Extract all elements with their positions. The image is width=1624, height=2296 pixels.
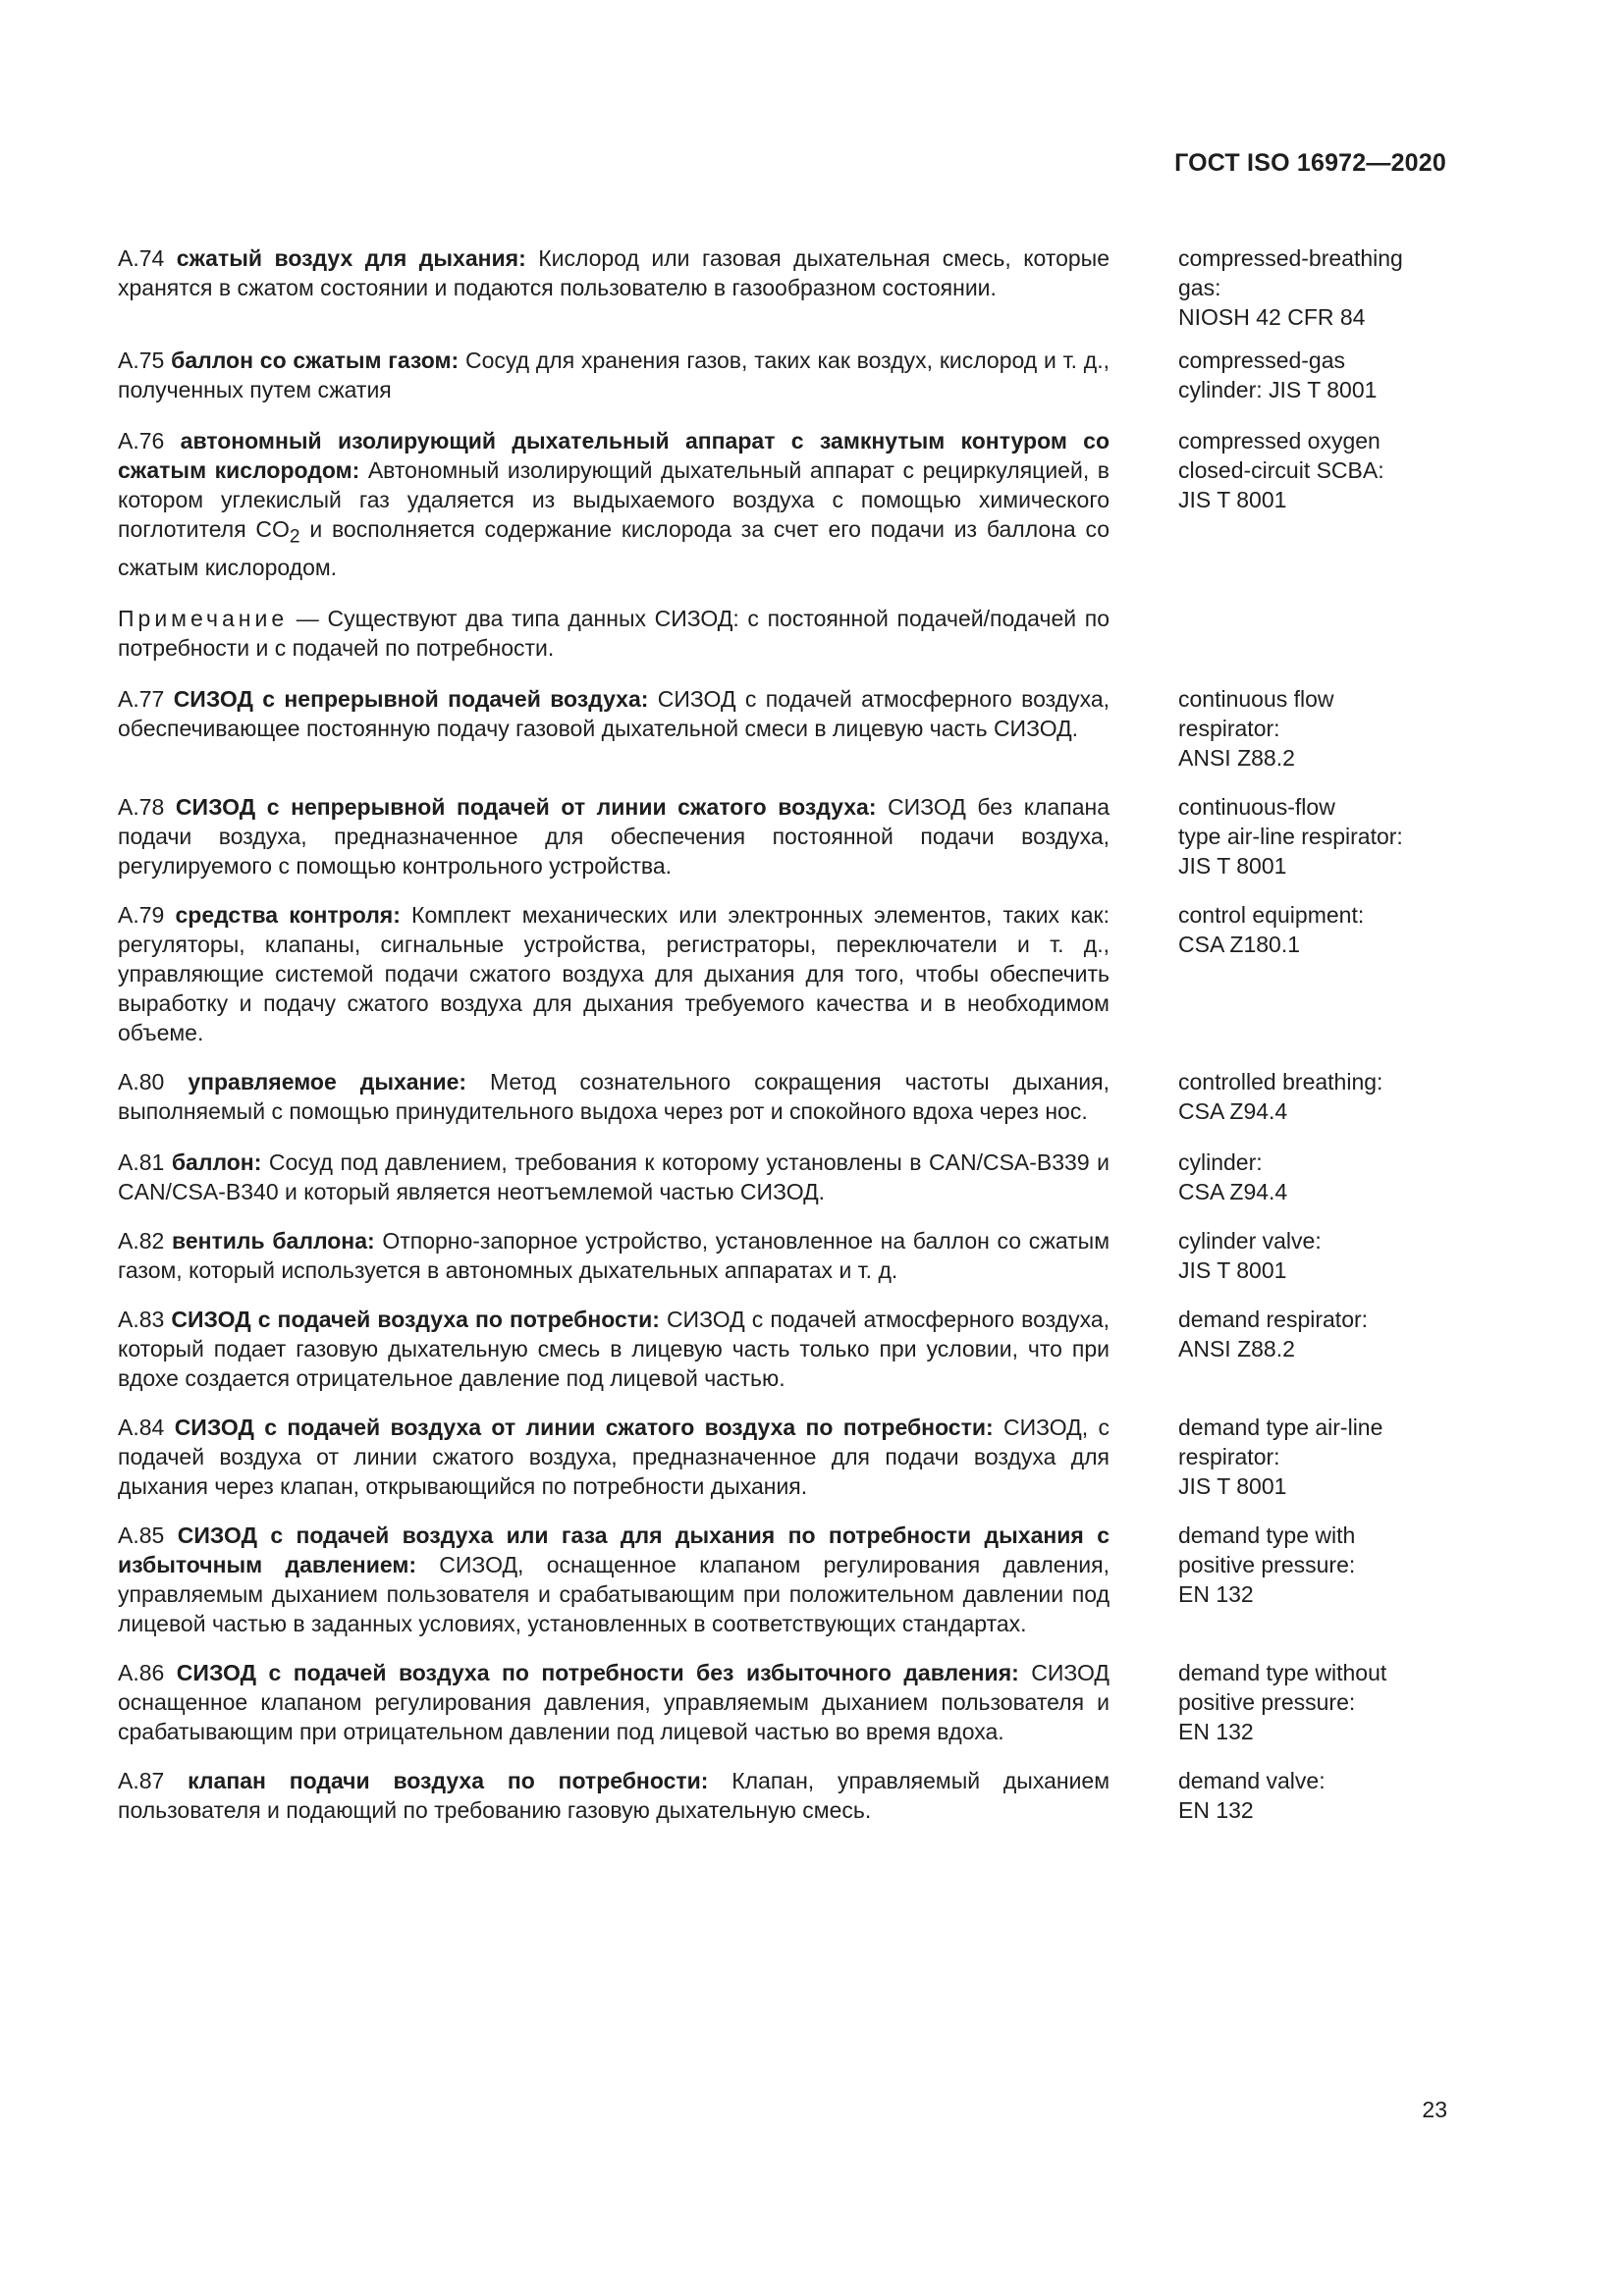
source-line: NIOSH 42 CFR 84	[1178, 304, 1366, 330]
definition	[118, 1305, 1110, 1393]
term: СИЗОД с непрерывной подачей воздуха:	[173, 685, 649, 712]
source-line: positive pressure:	[1178, 1551, 1356, 1577]
source-reference	[1178, 1658, 1453, 1746]
source-line: EN 132	[1178, 1718, 1254, 1744]
source-line: positive pressure:	[1178, 1688, 1356, 1715]
source-line: JIS T 8001	[1178, 1256, 1287, 1283]
definition	[118, 1226, 1110, 1285]
source-reference	[1178, 1148, 1453, 1206]
term-entry-a85	[118, 1521, 1453, 1638]
term-entry-a83	[118, 1305, 1453, 1393]
source-line: CSA Z94.4	[1178, 1097, 1288, 1124]
term-number: A.78	[118, 793, 165, 820]
term: СИЗОД с непрерывной подачей от линии сжатого воздуха:	[175, 793, 877, 820]
term: клапан подачи воздуха по потребности:	[188, 1767, 709, 1793]
document-header: ГОСТ ISO 16972—2020	[1174, 149, 1446, 177]
note-entry	[118, 604, 1453, 663]
definition	[118, 900, 1110, 1047]
term-entry-a87	[118, 1766, 1453, 1825]
term: автономный изолирующий дыхательный аппарат с замкнутым контуром со сжатым кислородом:	[118, 428, 1110, 483]
term-number: A.79	[118, 901, 165, 928]
definition	[118, 1148, 1110, 1206]
source-line: cylinder: JIS T 8001	[1178, 377, 1378, 402]
term-entry-a79	[118, 900, 1453, 1047]
source-line: cylinder valve:	[1178, 1227, 1322, 1254]
source-line: CSA Z180.1	[1178, 931, 1301, 957]
definition-text: Метод сознательного сокращения частоты дыхания, выполняемый с помощью принудительного выдоха через рот и спокойного вдоха через нос.	[118, 1068, 1110, 1124]
source-line: cylinder:	[1178, 1148, 1263, 1175]
source-line: EN 132	[1178, 1580, 1254, 1607]
source-line: CSA Z94.4	[1178, 1178, 1288, 1204]
term-number: A.80	[118, 1068, 165, 1095]
source-reference	[1178, 900, 1453, 1047]
term-number: A.87	[118, 1767, 165, 1793]
definition	[118, 684, 1110, 773]
source-line: continuous-flow	[1178, 793, 1335, 820]
source-line: demand valve:	[1178, 1767, 1326, 1793]
source-reference	[1178, 346, 1453, 404]
source-reference	[1178, 1413, 1453, 1501]
term-entry-a76	[118, 426, 1453, 582]
term-number: A.85	[118, 1522, 165, 1548]
source-line: compressed oxygen	[1178, 428, 1380, 454]
note	[118, 604, 1110, 663]
term: СИЗОД с подачей воздуха по потребности:	[171, 1306, 660, 1332]
term-entry-a77	[118, 684, 1453, 773]
term: СИЗОД с подачей воздуха по потребности без избыточного давления:	[176, 1659, 1019, 1685]
term: баллон:	[171, 1148, 262, 1175]
terms-list	[118, 243, 1453, 1825]
term: СИЗОД с подачей воздуха или газа для дыхания по потребности дыхания с избыточным давлением:	[118, 1522, 1110, 1577]
definition	[118, 243, 1110, 332]
term-number: A.76	[118, 428, 165, 454]
term: вентиль баллона:	[172, 1227, 375, 1254]
term-number: A.82	[118, 1227, 165, 1254]
definition-text: Клапан, управляемый дыханием пользователя и подающий по требованию газовую дыхательную смесь.	[118, 1767, 1110, 1823]
source-line: compressed-breathing	[1178, 245, 1403, 271]
source-line: demand type with	[1178, 1522, 1356, 1548]
definition-text: СИЗОД, оснащенное клапаном регулирования давления, управляемым дыханием пользователя и срабатывающим при положительном давлении под лицевой частью в заданных условиях, установленных в соответствующих стандартах.	[118, 1551, 1110, 1636]
term-number: A.84	[118, 1414, 165, 1440]
definition-text: Отпорно-запорное устройство, установленное на баллон со сжатым газом, который используется в автономных дыхательных аппаратах и т. д.	[118, 1227, 1110, 1283]
definition	[118, 792, 1110, 881]
note-text: — Существуют два типа данных СИЗОД: с постоянной подачей/подачей по потребности и с подачей по потребности.	[118, 605, 1110, 661]
source-line: control equipment:	[1178, 901, 1365, 928]
source-reference	[1178, 426, 1453, 582]
definition	[118, 346, 1110, 404]
term-entry-a82	[118, 1226, 1453, 1285]
source-line: compressed-gas	[1178, 347, 1346, 373]
definition	[118, 1413, 1110, 1501]
term: баллон со сжатым газом:	[171, 347, 460, 373]
definition-text: СИЗОД оснащенное клапаном регулирования давления, управляемым дыханием пользователя и срабатывающим при отрицательном давлении под лицевой частью во время вдоха.	[118, 1659, 1110, 1744]
term-number: A.81	[118, 1148, 165, 1175]
source-line: demand type air-line	[1178, 1414, 1383, 1440]
source-line: continuous flow	[1178, 685, 1334, 712]
source-reference	[1178, 792, 1453, 881]
source-reference	[1178, 1521, 1453, 1638]
source-line: respirator:	[1178, 715, 1280, 741]
subscript: 2	[289, 526, 300, 548]
term-entry-a74	[118, 243, 1453, 332]
term-entry-a80	[118, 1067, 1453, 1126]
term-number: A.86	[118, 1659, 165, 1685]
definition-text: Автономный изолирующий дыхательный аппарат с рециркуляцией, в котором углекислый газ удаляется из выдыхаемого воздуха с помощью химического поглотителя CO	[118, 457, 1110, 542]
term: сжатый воздух для дыхания:	[176, 245, 526, 271]
source-line: closed-circuit SCBA:	[1178, 457, 1384, 483]
definition-text: Сосуд под давлением, требования к которому установлены в CAN/CSA-B339 и CAN/CSA-B340 и который является неотъемлемой частью СИЗОД.	[118, 1148, 1110, 1204]
source-line: ANSI Z88.2	[1178, 744, 1295, 771]
note-label: Примечание	[118, 605, 289, 631]
term-entry-a86	[118, 1658, 1453, 1746]
definition	[118, 1658, 1110, 1746]
term: средства контроля:	[175, 901, 401, 928]
source-line: demand respirator:	[1178, 1306, 1369, 1332]
source-reference	[1178, 1067, 1453, 1126]
source-line: type air-line respirator:	[1178, 823, 1403, 849]
definition-text: СИЗОД с подачей атмосферного воздуха, который подает газовую дыхательную смесь в лицевую часть только при условии, что при вдохе создается отрицательное давление под лицевой частью.	[118, 1306, 1110, 1391]
definition-text: Сосуд для хранения газов, таких как воздух, кислород и т. д., полученных путем сжатия	[118, 347, 1110, 402]
source-line: respirator:	[1178, 1443, 1280, 1469]
term-entry-a81	[118, 1148, 1453, 1206]
definition	[118, 1521, 1110, 1638]
source-reference	[1178, 1305, 1453, 1393]
source-reference	[1178, 243, 1453, 332]
definition-text: СИЗОД без клапана подачи воздуха, предназначенное для обеспечения постоянной подачи воздуха, регулируемого с помощью контрольного устройства.	[118, 793, 1110, 879]
definition-text-continued: и восполняется содержание кислорода за счет его подачи из баллона со сжатым кислородом.	[118, 516, 1110, 580]
term-number: A.74	[118, 245, 165, 271]
source-reference	[1178, 684, 1453, 773]
definition-text: Комплект механических или электронных элементов, таких как: регуляторы, клапаны, сигнальные устройства, регистраторы, переключатели и т. д., управляющие системой подачи сжатого воздуха для дыхания для того, чтобы обеспечить выработку и подачу сжатого воздуха для дыхания требуемого качества и в необходимом объеме.	[118, 901, 1110, 1045]
term-number: A.83	[118, 1306, 165, 1332]
term-entry-a75	[118, 346, 1453, 404]
source-line: JIS T 8001	[1178, 1472, 1287, 1499]
definition-text: СИЗОД, с подачей воздуха от линии сжатого воздуха, предназначенное для подачи воздуха для дыхания через клапан, открывающийся по потребности дыхания.	[118, 1414, 1110, 1499]
definition	[118, 1067, 1110, 1126]
term-entry-a84	[118, 1413, 1453, 1501]
source-reference	[1178, 1226, 1453, 1285]
source-reference	[1178, 1766, 1453, 1825]
page-number: 23	[1422, 2097, 1447, 2122]
term: управляемое дыхание:	[188, 1068, 467, 1095]
source-line: EN 132	[1178, 1796, 1254, 1823]
source-line: demand type without	[1178, 1659, 1387, 1685]
definition	[118, 426, 1110, 582]
source-line: JIS T 8001	[1178, 487, 1287, 512]
source-line: ANSI Z88.2	[1178, 1335, 1295, 1362]
source-line: controlled breathing:	[1178, 1068, 1383, 1095]
source-line: gas:	[1178, 275, 1221, 300]
term: СИЗОД с подачей воздуха от линии сжатого воздуха по потребности:	[174, 1414, 994, 1440]
definition	[118, 1766, 1110, 1825]
term-entry-a78	[118, 792, 1453, 881]
term-number: A.77	[118, 685, 165, 712]
definition-text: Кислород или газовая дыхательная смесь, которые хранятся в сжатом состоянии и подаются пользователю в газообразном состоянии.	[118, 245, 1110, 300]
term-number: A.75	[118, 347, 165, 373]
source-line: JIS T 8001	[1178, 852, 1287, 879]
definition-text: СИЗОД с подачей атмосферного воздуха, обеспечивающее постоянную подачу газовой дыхательной смеси в лицевую часть СИЗОД.	[118, 685, 1110, 741]
